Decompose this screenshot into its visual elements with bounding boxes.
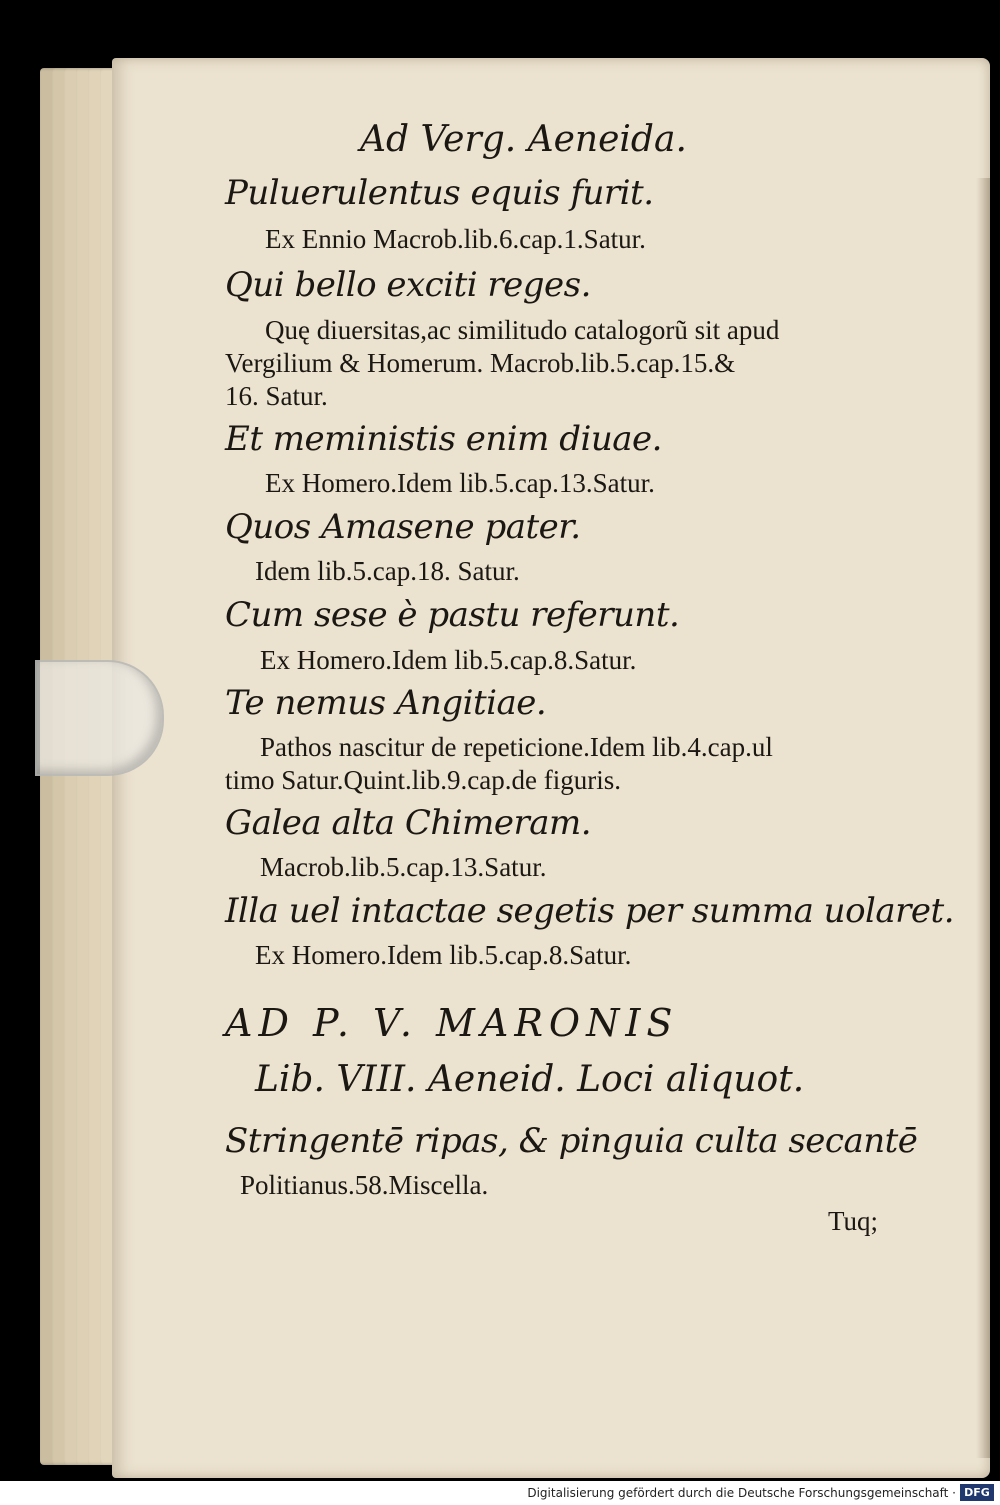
catchword: Tuq;: [828, 1206, 879, 1236]
note-line: Ex Homero.Idem lib.5.cap.8.Satur.: [255, 940, 632, 970]
note-line: Politianus.58.Miscella.: [240, 1170, 489, 1200]
running-head: Ad Verg. Aeneida.: [360, 119, 687, 160]
lemma: Cum sese è pastu referunt.: [225, 595, 680, 635]
note-line: Macrob.lib.5.cap.13.Satur.: [260, 852, 547, 882]
footer-credit: Digitalisierung gefördert durch die Deutsche Forschungsgemeinschaft ·: [527, 1486, 956, 1500]
section-subheading: Lib. VIII. Aeneid. Loci aliquot.: [255, 1059, 805, 1100]
lemma: Stringentē ripas, & pinguia culta secantē: [225, 1121, 918, 1161]
lemma: Quos Amasene pater.: [225, 507, 581, 547]
lemma: Et meministis enim diuae.: [225, 419, 662, 459]
note-line: Ex Homero.Idem lib.5.cap.13.Satur.: [265, 468, 655, 498]
note-line: Ex Homero.Idem lib.5.cap.8.Satur.: [260, 645, 637, 675]
footer-bar: [0, 1481, 1000, 1505]
lemma: Puluerulentus equis furit.: [225, 173, 654, 213]
note-line: Vergilium & Homerum. Macrob.lib.5.cap.15.&: [225, 348, 736, 378]
section-heading: AD P. V. MARONIS: [225, 1001, 679, 1045]
note-line: Ex Ennio Macrob.lib.6.cap.1.Satur.: [265, 224, 646, 254]
lemma: Te nemus Angitiae.: [225, 683, 547, 723]
dfg-logo: DFG: [960, 1484, 994, 1501]
lemma: Illa uel intactae segetis per summa uolaret.: [225, 891, 955, 931]
note-line: Quę diuersitas,ac similitudo catalogorũ sit apud: [265, 315, 780, 345]
note-line: Pathos nascitur de repeticione.Idem lib.4.cap.ul: [260, 732, 773, 762]
page-clip: [35, 660, 164, 776]
note-line: 16. Satur.: [225, 381, 328, 411]
lemma: Galea alta Chimeram.: [225, 803, 592, 843]
lemma: Qui bello exciti reges.: [225, 265, 591, 305]
note-line: Idem lib.5.cap.18. Satur.: [255, 556, 520, 586]
note-line: timo Satur.Quint.lib.9.cap.de figuris.: [225, 765, 621, 795]
